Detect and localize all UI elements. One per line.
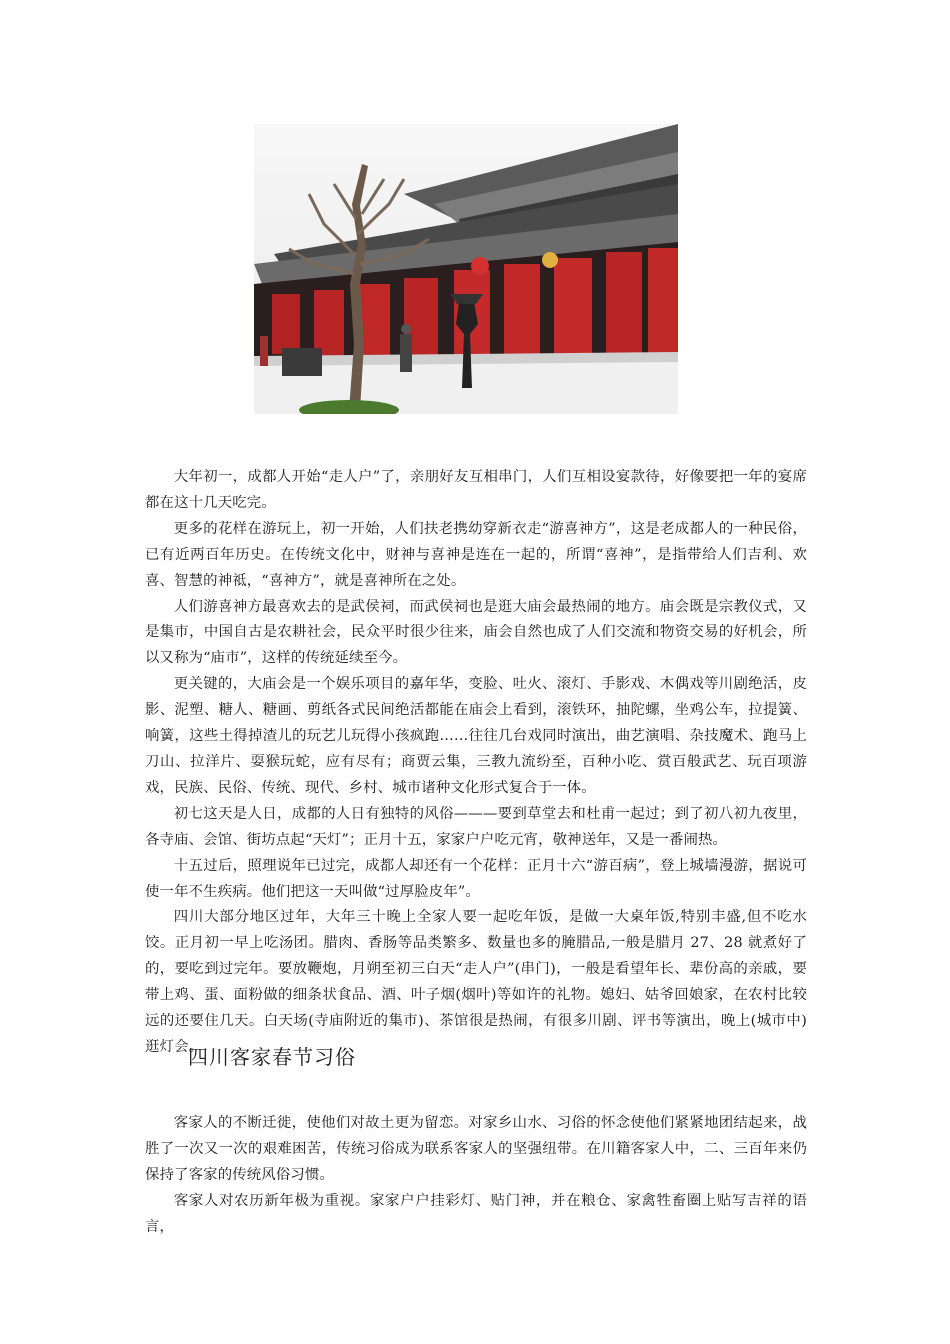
temple-photo (254, 124, 678, 414)
temple-courtyard-illustration (254, 124, 678, 414)
paragraph: 十五过后，照理说年已过完，成都人却还有一个花样：正月十六“游百病”，登上城墙漫游，据说可使一年不生疾病。他们把这一天叫做“过厚脸皮年”。 (145, 857, 807, 900)
paragraph: 客家人的不断迁徙，使他们对故土更为留恋。对家乡山水、习俗的怀念使他们紧紧地团结起来，战胜了一次又一次的艰难困苦，传统习俗成为联系客家人的坚强纽带。在川籍客家人中，二、三百年来仍保持了客家的传统风俗习惯。 (145, 1115, 807, 1183)
paragraph: 大年初一，成都人开始“走人户”了，亲朋好友互相串门，人们互相设宴款待，好像要把一年的宴席都在这十几天吃完。 (145, 469, 807, 511)
paragraph: 人们游喜神方最喜欢去的是武侯祠，而武侯祠也是逛大庙会最热闹的地方。庙会既是宗教仪式，又是集市，中国自古是农耕社会，民众平时很少往来，庙会自然也成了人们交流和物资交易的好机会，所以又称为“庙市”，这样的传统延续至今。 (145, 598, 807, 667)
paragraph: 更多的花样在游玩上，初一开始，人们扶老携幼穿新衣走“游喜神方”，这是老成都人的一种民俗，已有近两百年历史。在传统文化中，财神与喜神是连在一起的，所谓“喜神”，是指带给人们吉利、欢喜、智慧的神祗，“喜神方”，就是喜神所在之处。 (145, 520, 807, 589)
paragraph: 四川大部分地区过年，大年三十晚上全家人要一起吃年饭，是做一大桌年饭,特别丰盛,但不吃水饺。正月初一早上吃汤团。腊肉、香肠等品类繁多、数量也多的腌腊品,一般是腊月 27、28 就煮好了的，要吃到过完年。要放鞭炮，月朔至初三白天“走人户”(串门)，一般是看望年长、辈份高的亲戚，要带上鸡、蛋、面粉做的细条状食品、酒、叶子烟(烟叶)等如许的礼物。媳妇、姑爷回娘家，在农村比较远的还要住几天。白天场(寺庙附近的集市)、茶馆很是热闹，有很多川剧、评书等演出，晚上(城市中)逛灯会。 (145, 909, 807, 1055)
article-body-part-2 (145, 1111, 807, 1241)
section-heading: 四川客家春节习俗 (188, 1045, 356, 1069)
paragraph: 客家人对农历新年极为重视。家家户户挂彩灯、贴门神，并在粮仓、家禽牲畜圈上贴写吉祥的语言， (145, 1192, 807, 1235)
paragraph: 初七这天是人日，成都的人日有独特的风俗———要到草堂去和杜甫一起过；到了初八初九夜里，各寺庙、会馆、街坊点起“天灯”；正月十五，家家户户吃元宵，敬神送年，又是一番闹热。 (145, 805, 807, 848)
article-body-part-1 (145, 465, 807, 1061)
paragraph: 更关键的，大庙会是一个娱乐项目的嘉年华，变脸、吐火、滚灯、手影戏、木偶戏等川剧绝活，皮影、泥塑、糖人、糖画、剪纸各式民间绝活都能在庙会上看到，滚铁环，抽陀螺，坐鸡公车，拉提簧、响簧，这些土得掉渣儿的玩艺儿玩得小孩疯跑……往往几台戏同时演出，曲艺演唱、杂技魔术、跑马上刀山、拉洋片、耍猴玩蛇，应有尽有；商贾云集，三教九流纷至，百种小吃、赏百般武艺、玩百项游戏，民族、民俗、传统、现代、乡村、城市诸种文化形式复合于一体。 (145, 676, 807, 796)
